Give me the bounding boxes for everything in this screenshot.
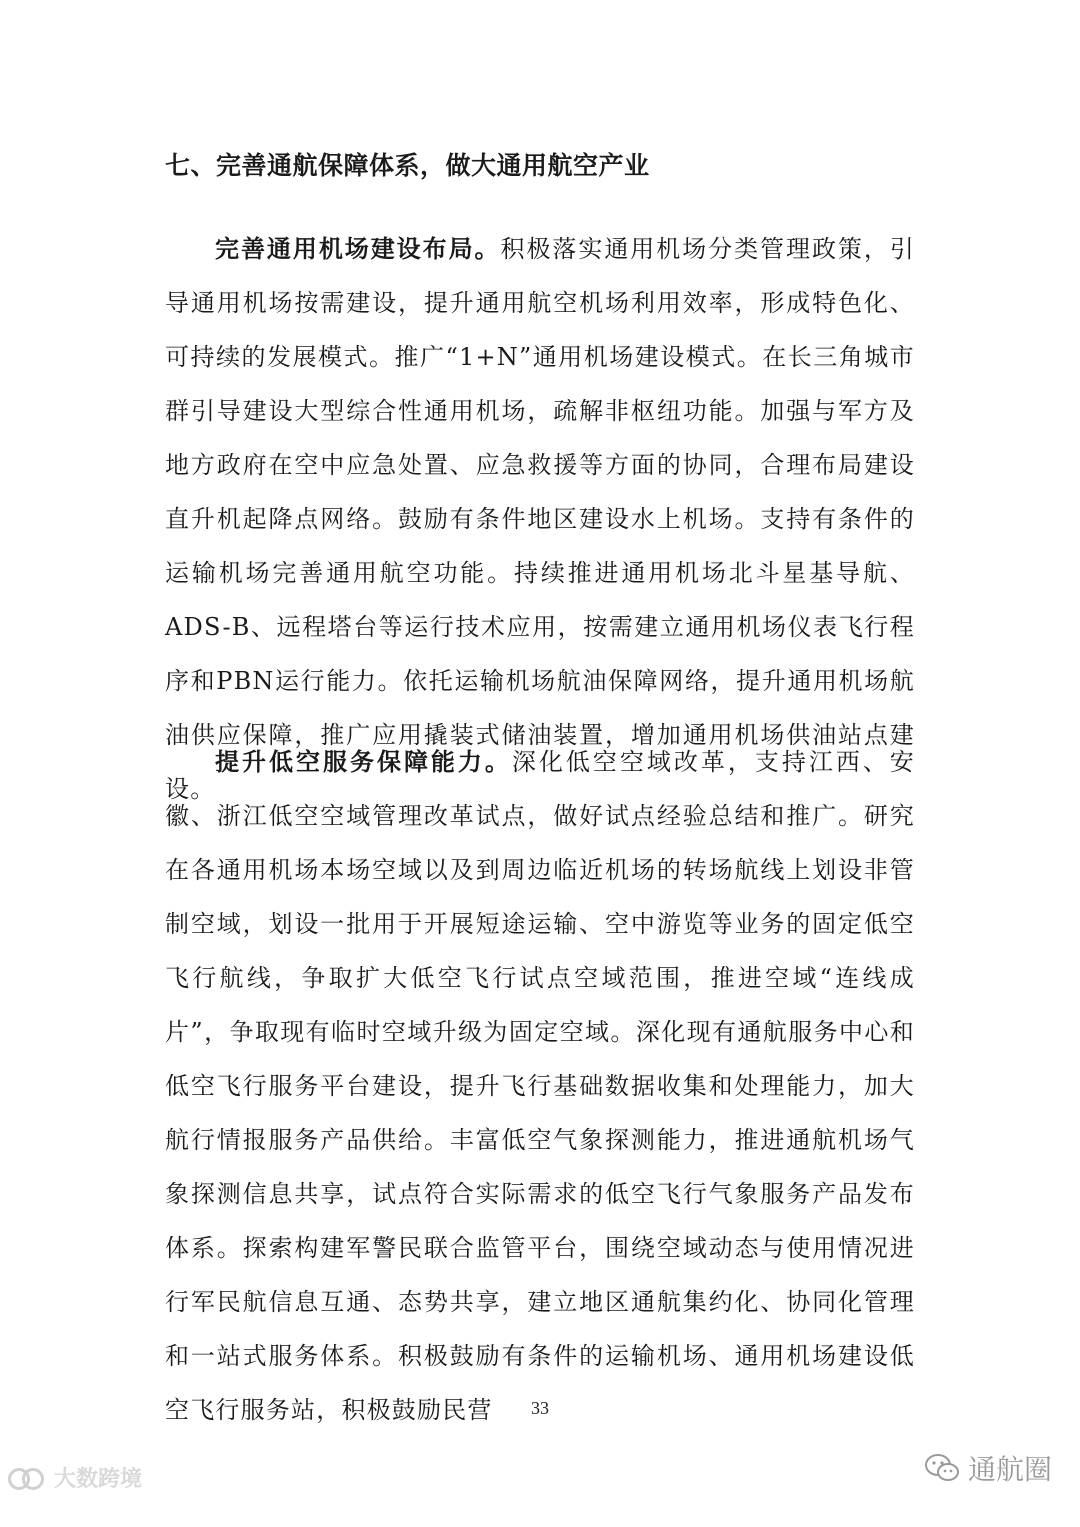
paragraph-text: 积极落实通用机场分类管理政策，引导通用机场按需建设，提升通用航空机场利用效率，形成特色化、可持续的发展模式。推广“1+N”通用机场建设模式。在长三角城市群引导建设大型综合性通用机场，疏解非枢纽功能。加强与军方及地方政府在空中应急处置、应急救援等方面的协同，合理布局建设直升机起降点网络。鼓励有条件地区建设水上机场。支持有条件的运输机场完善通用航空功能。持续推进通用机场北斗星基导航、ADS-B、远程塔台等运行技术应用，按需建立通用机场仪表飞行程序和PBN运行能力。依托运输机场航油保障网络，提升通用机场航油供应保障，推广应用撬装式储油装置，增加通用机场供油站点建设。 xyxy=(165,235,916,803)
paragraph xyxy=(165,735,915,1437)
watermark-logo-icon xyxy=(8,1467,48,1489)
wechat-icon xyxy=(924,1453,960,1483)
paragraph-low-altitude-service xyxy=(165,735,915,1437)
watermark-right-text: 通航圈 xyxy=(967,1453,1052,1486)
paragraph-airport-layout xyxy=(165,222,915,816)
section-heading: 七、完善通航保障体系，做大通用航空产业 xyxy=(165,151,650,180)
watermark-left-text: 大数跨境 xyxy=(54,1467,143,1492)
watermark-right xyxy=(924,1448,1052,1488)
paragraph-lead: 提升低空服务保障能力。 xyxy=(215,748,512,776)
watermark-left xyxy=(8,1462,142,1493)
page-number: 33 xyxy=(531,1398,549,1418)
paragraph-text: 深化低空空域改革，支持江西、安徽、浙江低空空域管理改革试点，做好试点经验总结和推广。研究在各通用机场本场空域以及到周边临近机场的转场航线上划设非管制空域，划设一批用于开展短途运输、空中游览等业务的固定低空飞行航线，争取扩大低空飞行试点空域范围，推进空域“连线成片”，争取现有临时空域升级为固定空域。深化现有通航服务中心和低空飞行服务平台建设，提升飞行基础数据收集和处理能力，加大航行情报服务产品供给。丰富低空气象探测能力，推进通航机场气象探测信息共享，试点符合实际需求的低空飞行气象服务产品发布体系。探索构建军警民联合监管平台，围绕空域动态与使用情况进行军民航信息互通、态势共享，建立地区通航集约化、协同化管理和一站式服务体系。积极鼓励有条件的运输机场、通用机场建设低空飞行服务站，积极鼓励民营 xyxy=(165,748,916,1424)
paragraph-lead: 完善通用机场建设布局。 xyxy=(215,235,501,263)
paragraph xyxy=(165,222,915,816)
